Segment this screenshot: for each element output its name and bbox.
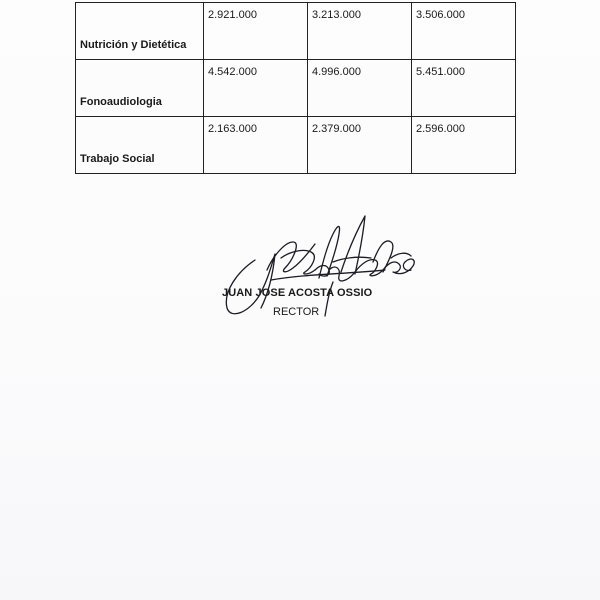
tuition-table — [75, 2, 516, 174]
value-cell: 4.542.000 — [204, 60, 308, 117]
signature-stroke — [355, 260, 383, 276]
value-cell: 4.996.000 — [308, 60, 412, 117]
signature-stroke — [325, 282, 333, 316]
value-cell: 2.163.000 — [204, 117, 308, 174]
value-cell: 5.451.000 — [412, 60, 516, 117]
value-cell: 2.596.000 — [412, 117, 516, 174]
signer-name: JUAN JOSE ACOSTA OSSIO — [222, 287, 373, 299]
value-cell: 3.213.000 — [308, 3, 412, 60]
signature-stroke — [226, 254, 275, 314]
value-cell: 2.379.000 — [308, 117, 412, 174]
value-cell: 3.506.000 — [412, 3, 516, 60]
signature-stroke — [391, 253, 411, 258]
signature-stroke — [267, 242, 315, 272]
signature-stroke — [333, 257, 371, 262]
table-row — [76, 3, 516, 60]
program-name: Trabajo Social — [76, 117, 204, 174]
table-row — [76, 60, 516, 117]
program-name: Fonoaudiologia — [76, 60, 204, 117]
table-row — [76, 117, 516, 174]
value-cell: 2.921.000 — [204, 3, 308, 60]
signature-icon — [215, 212, 420, 322]
signer-title: RECTOR — [273, 306, 320, 318]
signature-stroke — [281, 250, 315, 274]
program-name: Nutrición y Dietética — [76, 3, 204, 60]
